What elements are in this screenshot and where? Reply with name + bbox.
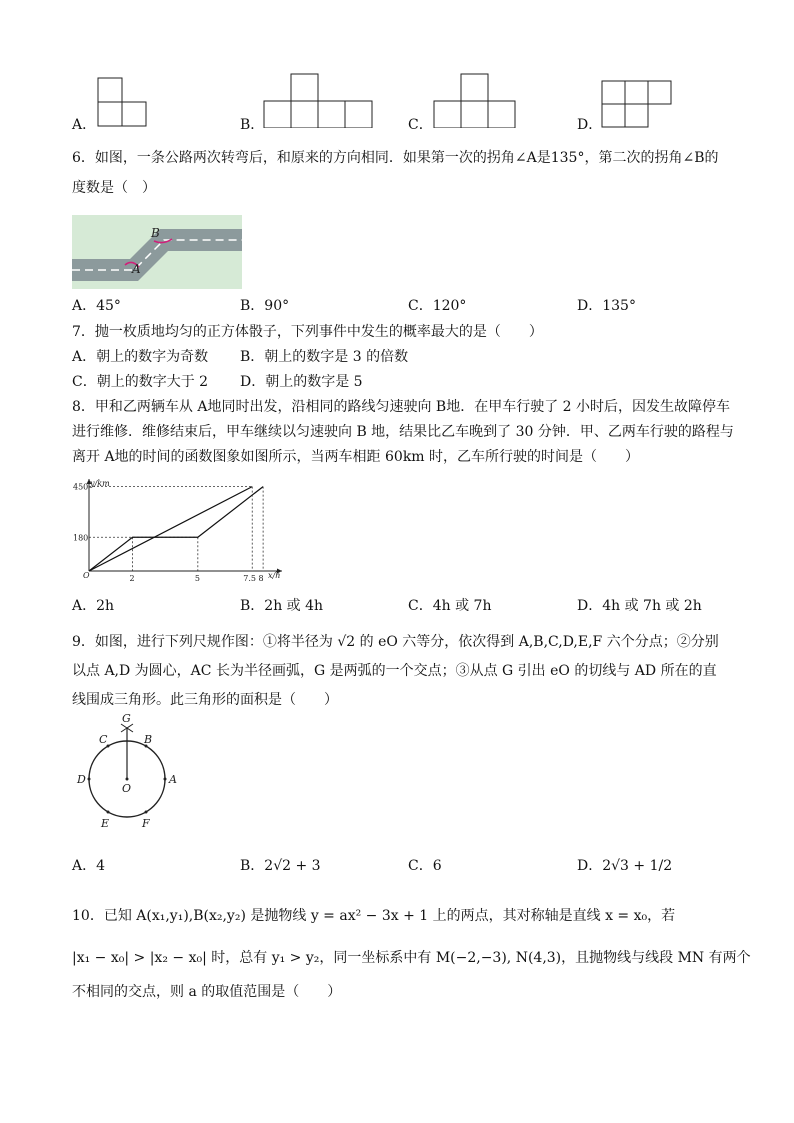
q9-label-e: E: [101, 817, 110, 830]
q5-option-d-letter: D．: [577, 117, 603, 133]
q6-option-a: A．45°: [72, 298, 121, 314]
q5-option-a-figure: [96, 76, 148, 128]
q8-x-tick-7-5-and-8: 7.5 8: [243, 574, 264, 583]
q6-road-figure: [72, 215, 242, 289]
q8-series-line-1: [89, 487, 263, 571]
q8-origin-label: O: [83, 571, 90, 580]
q9-option-b: B．2√2 + 3: [240, 858, 321, 874]
q10-stem-line-3: 不相同的交点，则 a 的取值范围是（ ）: [72, 984, 342, 1000]
q9-stem-line-2: 以点 A,D 为圆心，AC 长为半径画弧，G 是两弧的一个交点；③从点 G 引出 eO 的切线与 AD 所在的直: [72, 663, 717, 679]
q8-y-tick-180: 180: [73, 533, 89, 543]
q8-stem-line-3: 离开 A地的时间的函数图象如图所示，当两车相距 60km 时，乙车所行驶的时间是（ ）: [72, 449, 640, 465]
q5-option-c-figure: [432, 72, 516, 128]
q7-option-b: B．朝上的数字是 3 的倍数: [240, 349, 409, 365]
q9-label-b: B: [144, 733, 153, 746]
q9-option-d: D．2√3 + 1/2: [577, 858, 673, 874]
q8-stem-line-1: 8．甲和乙两辆车从 A地同时出发，沿相同的路线匀速驶向 B地．在甲车行驶了 2 小时后，因发生故障停车: [72, 399, 731, 415]
q9-option-c: C．6: [408, 858, 442, 874]
q8-y-tick-450: 450: [73, 482, 89, 492]
q9-label-f: F: [142, 817, 150, 830]
q9-label-g: G: [122, 712, 131, 725]
q9-circle-figure: [72, 712, 180, 832]
q6-option-c: C．120°: [408, 298, 467, 314]
q10-stem-line-2: |x₁ − x₀| > |x₂ − x₀| 时，总有 y₁ > y₂，同一坐标系中有 M(−2,−3), N(4,3)，且抛物线与线段 MN 有两个: [72, 950, 751, 966]
q8-x-axis-label: x/h: [268, 571, 281, 580]
q9-option-a: A．4: [72, 858, 106, 874]
q5-option-d-figure: [600, 79, 672, 129]
q6-label-a: A: [132, 262, 141, 276]
q8-x-tick-2: 2: [129, 574, 135, 583]
q9-center-dot: [126, 778, 129, 781]
q9-stem-line-3: 线围成三角形。此三角形的面积是（ ）: [72, 692, 338, 708]
q10-stem-line-1: 10．已知 A(x₁,y₁),B(x₂,y₂) 是抛物线 y = ax² − 3x + 1 上的两点，其对称轴是直线 x = x₀，若: [72, 908, 676, 924]
q8-option-a: A．2h: [72, 598, 115, 614]
q9-point-a-dot: [164, 778, 167, 781]
q7-option-d: D．朝上的数字是 5: [240, 374, 363, 390]
q6-option-b: B．90°: [240, 298, 290, 314]
q9-point-d-dot: [88, 778, 91, 781]
q8-stem-line-2: 进行维修．维修结束后，甲车继续以匀速驶向 B 地，结果比乙车晚到了 30 分钟．甲、乙两车行驶的路程与: [72, 424, 734, 440]
q5-option-c-letter: C．: [408, 117, 433, 133]
q8-y-axis-label: y/km: [90, 479, 110, 488]
q8-option-c: C．4h 或 7h: [408, 598, 492, 614]
q7-stem: 7．抛一枚质地均匀的正方体骰子，下列事件中发生的概率最大的是（ ）: [72, 324, 543, 340]
q7-option-c: C．朝上的数字大于 2: [72, 374, 209, 390]
q7-option-a: A．朝上的数字为奇数: [72, 349, 209, 365]
q5-option-b-letter: B．: [240, 117, 265, 133]
q5-option-a-letter: A．: [72, 117, 97, 133]
q9-stem-line-1: 9．如图，进行下列尺规作图：①将半径为 √2 的 eO 六等分，依次得到 A,B,C,D,E,F 六个分点；②分别: [72, 634, 719, 650]
q5-option-b-figure: [262, 72, 374, 128]
q9-point-f-dot: [145, 811, 148, 814]
q8-series-line-2: [89, 487, 252, 571]
q8-option-b: B．2h 或 4h: [240, 598, 324, 614]
q9-label-d: D: [77, 773, 86, 786]
q8-distance-time-chart: [72, 474, 286, 586]
q6-stem-line-2: 度数是（ ）: [72, 180, 156, 196]
q9-point-e-dot: [107, 811, 110, 814]
q9-label-c: C: [99, 733, 108, 746]
q8-x-tick-5: 5: [194, 574, 200, 583]
q6-stem-line-1: 6．如图，一条公路两次转弯后，和原来的方向相同．如果第一次的拐角∠A是135°，第二次的拐角∠B的: [72, 150, 719, 166]
q8-option-d: D．4h 或 7h 或 2h: [577, 598, 702, 614]
q6-option-d: D．135°: [577, 298, 636, 314]
q9-label-o: O: [122, 782, 132, 795]
q9-label-a: A: [169, 773, 177, 786]
q6-label-b: B: [151, 226, 160, 240]
